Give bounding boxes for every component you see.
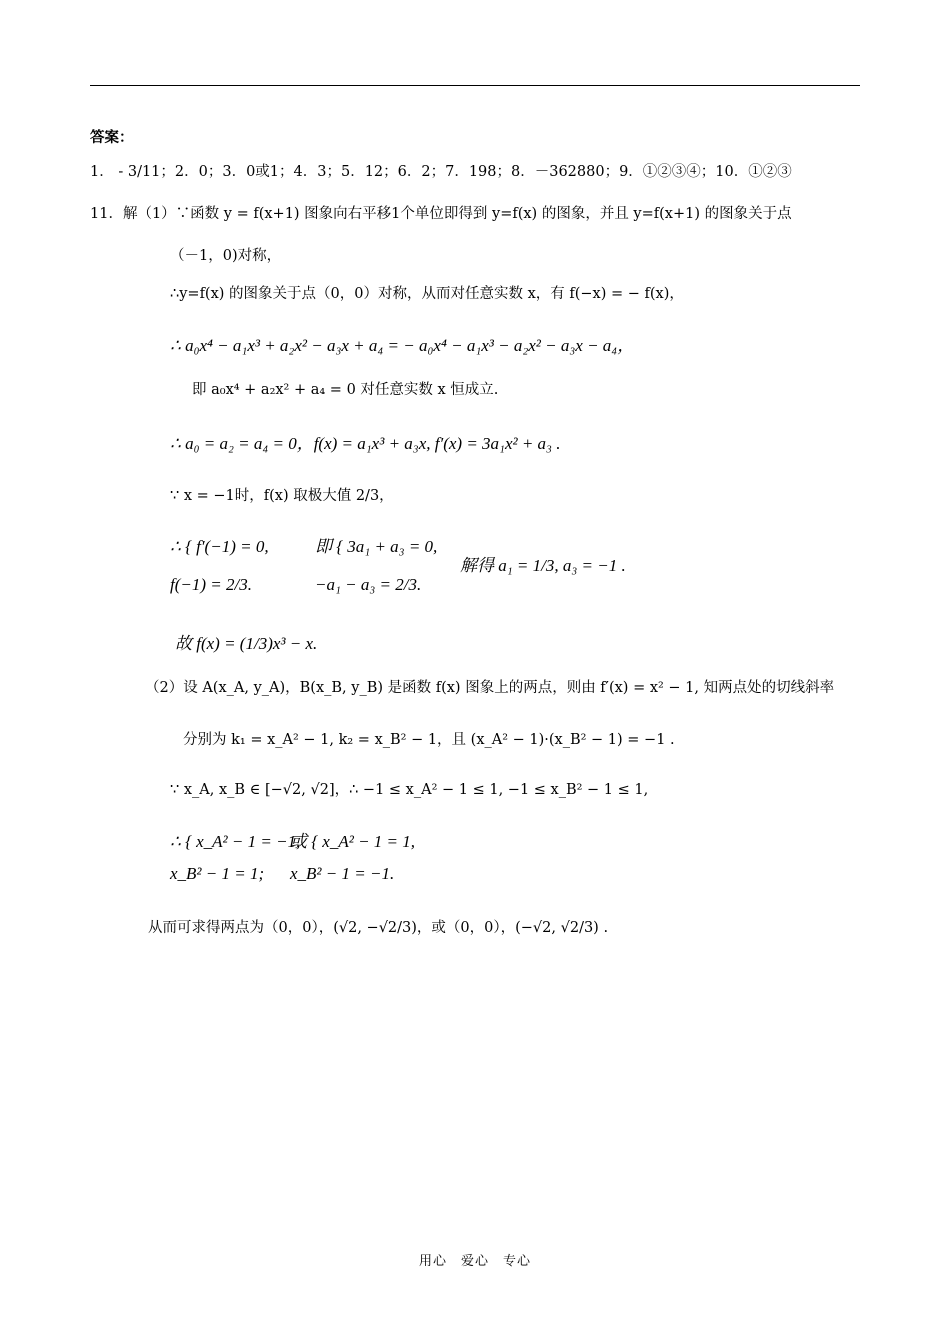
- q11-system-1-row-1: ∴ { f′(−1) = 0,: [170, 537, 269, 556]
- q11-line-1: 11．解（1）∵函数 y = f(x+1) 图象向右平移1个单位即得到 y=f(x) 的图象，并且 y=f(x+1) 的图象关于点: [90, 206, 792, 222]
- q11-case-2-row-1: 或 { x_A² − 1 = 1,: [290, 832, 416, 851]
- q11-line-7: ∵ x = −1时，f(x) 取极大值 2/3，: [170, 488, 394, 504]
- q11-case-1-row-2: x_B² − 1 = 1;: [170, 864, 265, 883]
- answer-heading: 答案：: [90, 130, 134, 146]
- header-rule: [90, 85, 860, 86]
- q11-part-2-line-3: ∵ x_A, x_B ∈ [−√2, √2]，∴ −1 ≤ x_A² − 1 ≤ 1, −1 ≤ x_B² − 1 ≤ 1,: [170, 782, 649, 798]
- page-footer: 用心 爱心 专心: [418, 1254, 531, 1269]
- q11-conclusion: 故 f(x) = (1/3)x³ − x.: [175, 634, 318, 653]
- q11-final-answer: 从而可求得两点为（0，0），(√2, −√2/3)，或（0，0），(−√2, √2/3) .: [148, 920, 609, 936]
- q11-system-2-row-2: −a₁ − a₃ = 2/3.: [315, 575, 422, 594]
- q11-case-1-row-1: ∴ { x_A² − 1 = −1,: [170, 832, 301, 851]
- q11-solution: 解得 a₁ = 1/3, a₃ = −1 .: [460, 556, 626, 575]
- q11-case-2-row-2: x_B² − 1 = −1.: [290, 864, 395, 883]
- q11-line-6: ∴ a₀ = a₂ = a₄ = 0，f(x) = a₁x³ + a₃x, f′(x) = 3a₁x² + a₃ .: [170, 434, 561, 453]
- q11-line-2: （－1，0)对称，: [170, 248, 282, 264]
- q11-system-1-row-2: f(−1) = 2/3.: [170, 575, 252, 594]
- answers-line-1-10: 1． - 3/11；2．0；3．0或1；4．3；5．12；6．2；7．198；8．－362880；9．①②③④；10．①②③: [90, 164, 792, 180]
- q11-line-4: ∴ a₀x⁴ − a₁x³ + a₂x² − a₃x + a₄ = − a₀x⁴ − a₁x³ − a₂x² − a₃x − a₄，: [170, 336, 635, 355]
- q11-system-2-row-1: 即 { 3a₁ + a₃ = 0,: [315, 537, 438, 556]
- q11-part-2-line-2: 分别为 k₁ = x_A² − 1, k₂ = x_B² − 1，且 (x_A² − 1)·(x_B² − 1) = −1 .: [183, 732, 675, 748]
- q11-line-5: 即 a₀x⁴ + a₂x² + a₄ = 0 对任意实数 x 恒成立.: [192, 382, 499, 398]
- q11-line-3: ∴y=f(x) 的图象关于点（0，0）对称，从而对任意实数 x，有 f(−x) = − f(x)，: [170, 286, 684, 302]
- q11-part-2-line-1: （2）设 A(x_A, y_A)，B(x_B, y_B) 是函数 f(x) 图象上的两点，则由 f′(x) = x² − 1, 知两点处的切线斜率: [145, 680, 835, 696]
